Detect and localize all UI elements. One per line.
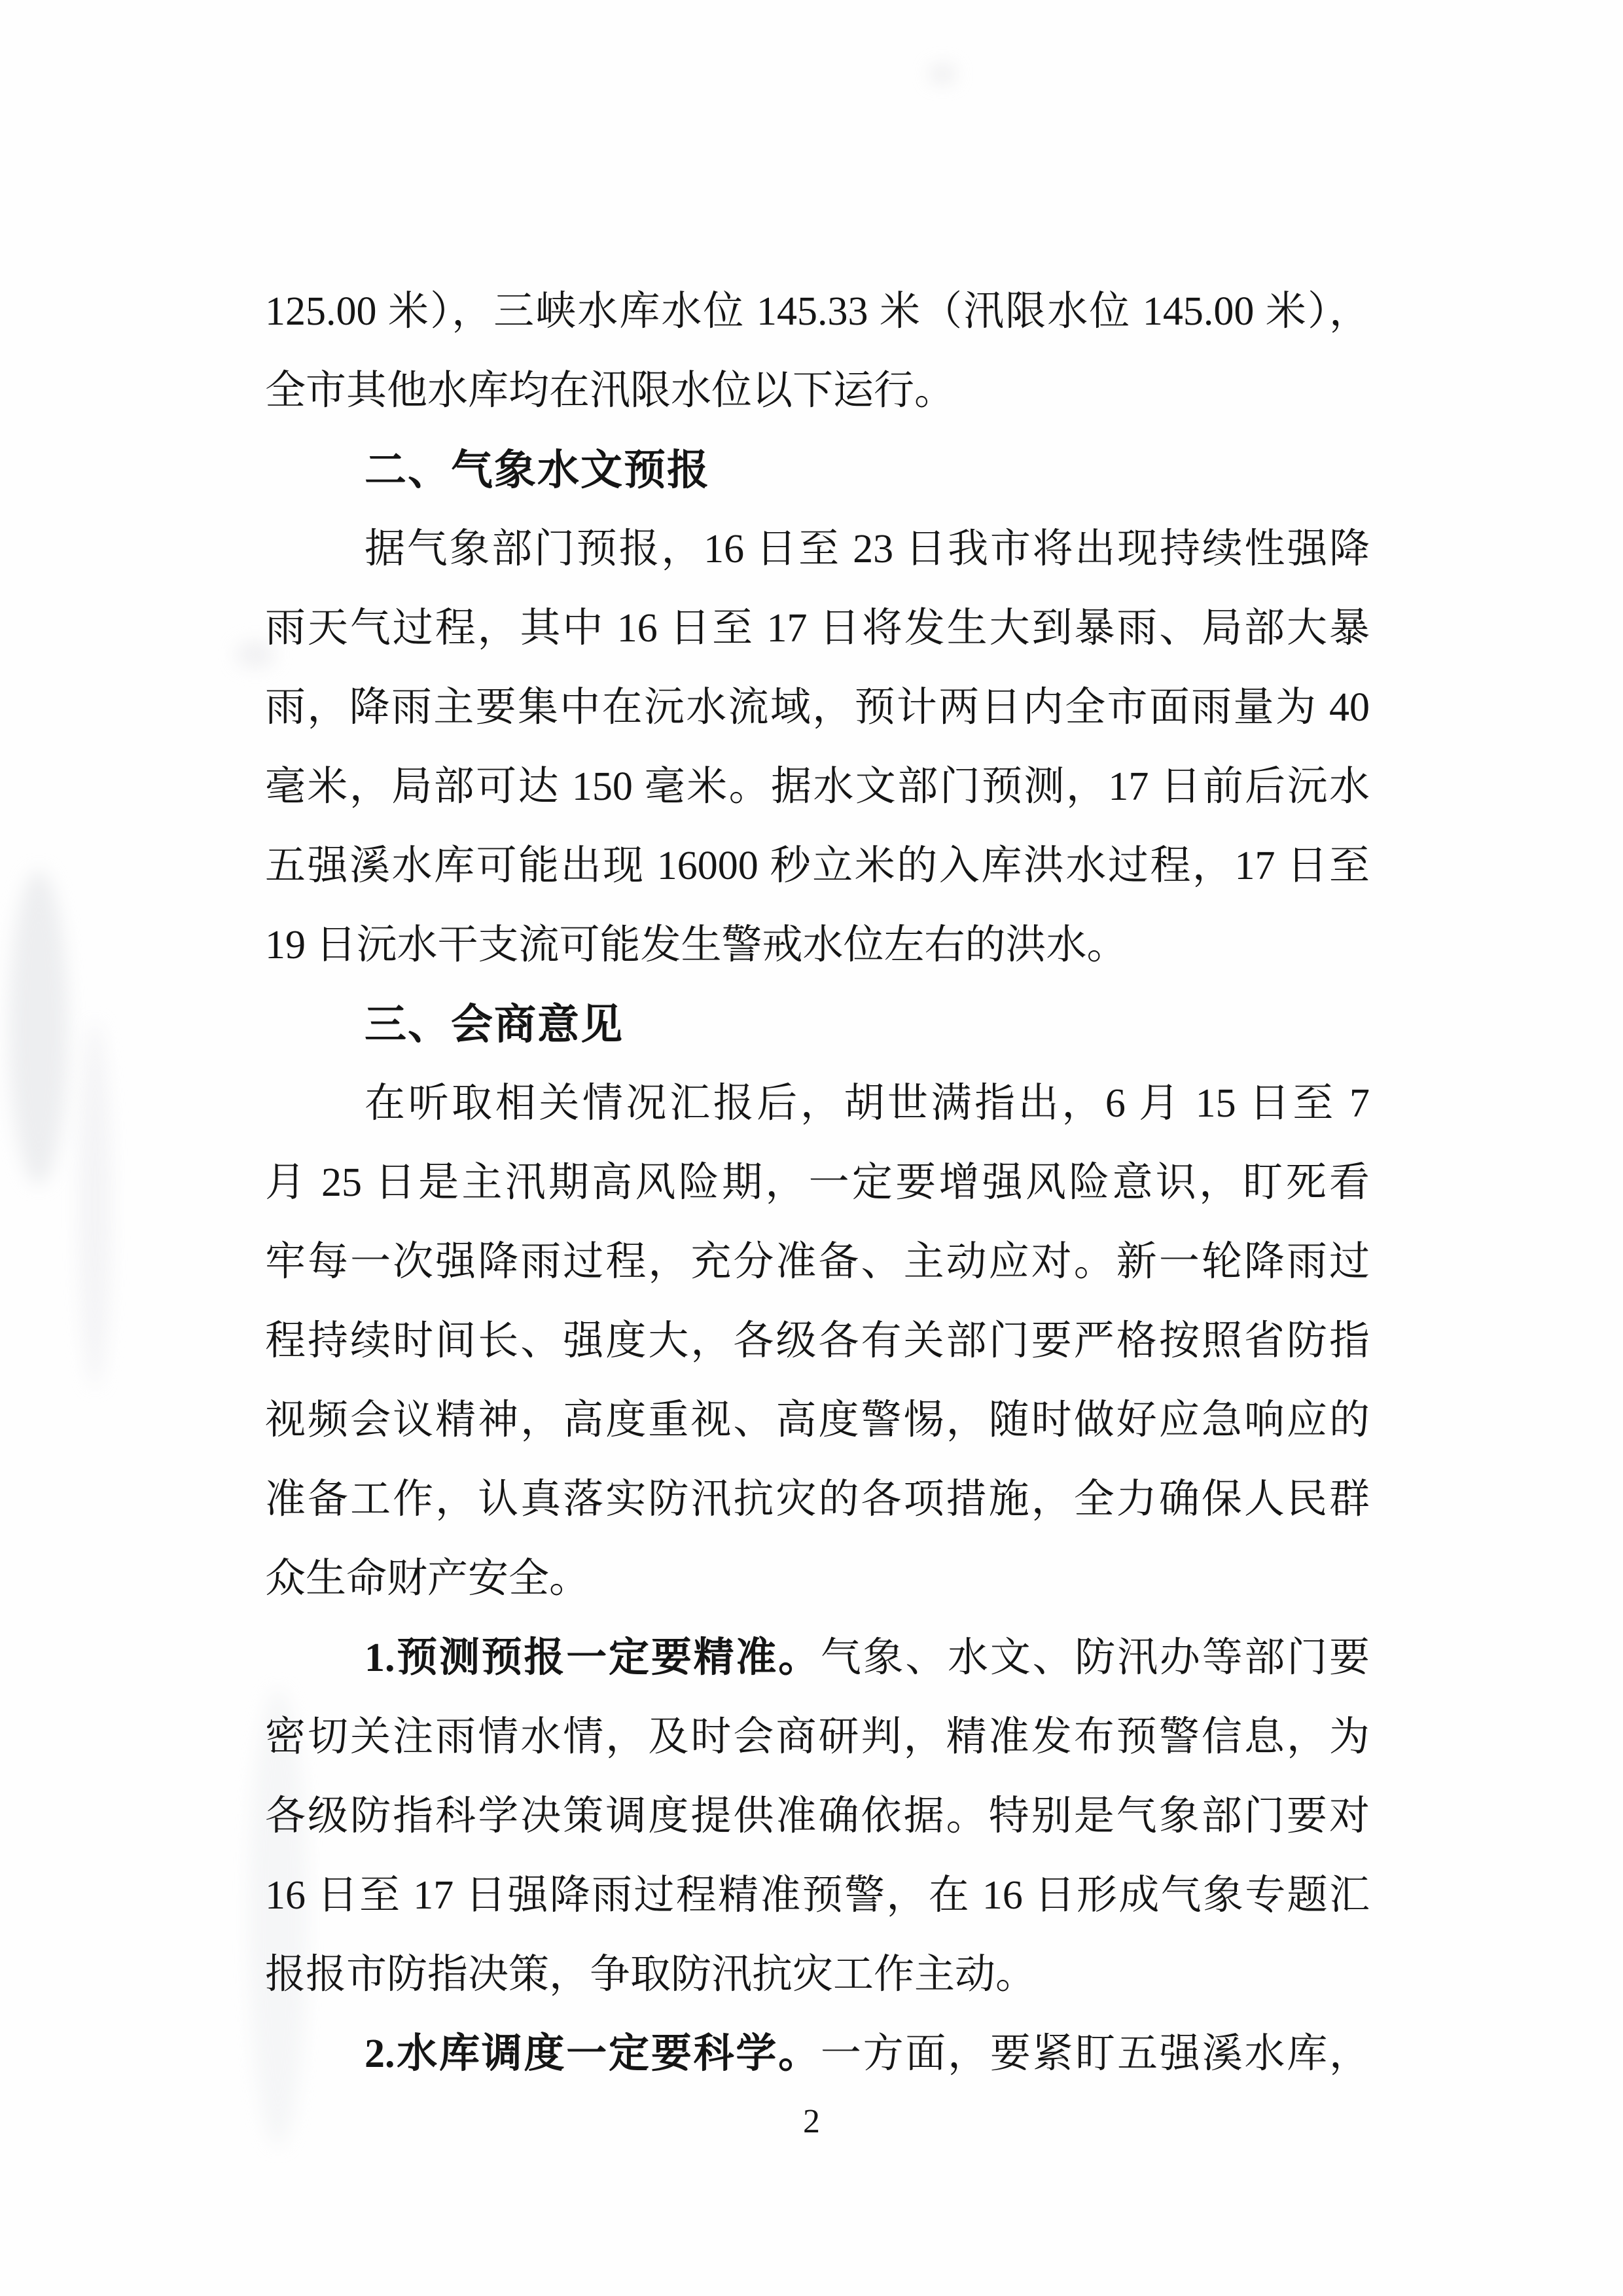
text-line: 五强溪水库可能出现 16000 秒立米的入库洪水过程，17 日至	[265, 844, 1370, 888]
text-line: 毫米，局部可达 150 毫米。据水文部门预测，17 日前后沅水	[265, 764, 1370, 809]
text-line: 125.00 米），三峡水库水位 145.33 米（汛限水位 145.00 米），	[265, 289, 1370, 334]
text-line: 众生命财产安全。	[265, 1556, 590, 1601]
text-line: 雨天气过程，其中 16 日至 17 日将发生大到暴雨、局部大暴	[265, 606, 1370, 651]
scan-artifact	[79, 1021, 111, 1388]
text-line: 密切关注雨情水情，及时会商研判，精准发布预警信息，为	[265, 1715, 1370, 1759]
text-line: 19 日沅水干支流可能发生警戒水位左右的洪水。	[265, 923, 1128, 967]
numbered-item-2-lead: 2.水库调度一定要科学。	[365, 2032, 821, 2076]
text-block	[265, 272, 1370, 2094]
scan-artifact	[9, 870, 68, 1185]
text-line: 在听取相关情况汇报后，胡世满指出，6 月 15 日至 7	[365, 1081, 1370, 1126]
text-line: 全市其他水库均在汛限水位以下运行。	[265, 368, 955, 413]
scan-artifact	[929, 65, 955, 82]
text-line: 16 日至 17 日强降雨过程精准预警，在 16 日形成气象专题汇	[265, 1873, 1370, 1918]
section-heading-weather-hydrology: 二、气象水文预报	[365, 446, 710, 493]
text-line: 牢每一次强降雨过程，充分准备、主动应对。新一轮降雨过	[265, 1240, 1370, 1284]
text-line: 报报市防指决策，争取防汛抗灾工作主动。	[265, 1952, 1037, 1997]
numbered-item-2-rest: 一方面，要紧盯五强溪水库，	[820, 2032, 1370, 2076]
text-line: 程持续时间长、强度大，各级各有关部门要严格按照省防指	[265, 1319, 1370, 1363]
section-heading-consultation-opinions: 三、会商意见	[365, 1001, 624, 1048]
text-line: 各级防指科学决策调度提供准确依据。特别是气象部门要对	[265, 1794, 1370, 1839]
text-line: 准备工作，认真落实防汛抗灾的各项措施，全力确保人民群	[265, 1477, 1370, 1522]
text-line: 视频会议精神，高度重视、高度警惕，随时做好应急响应的	[265, 1398, 1370, 1443]
text-line: 雨，降雨主要集中在沅水流域，预计两日内全市面雨量为 40	[265, 685, 1370, 730]
numbered-item-1-line	[265, 1619, 1370, 1698]
numbered-item-1-lead: 1.预测预报一定要精准。	[365, 1636, 821, 1680]
text-line: 月 25 日是主汛期高风险期，一定要增强风险意识，盯死看	[265, 1160, 1370, 1205]
numbered-item-1-rest: 气象、水文、防汛办等部门要	[820, 1636, 1370, 1680]
text-line: 据气象部门预报，16 日至 23 日我市将出现持续性强降	[365, 527, 1370, 571]
numbered-item-2-line	[265, 2015, 1370, 2094]
page-number: 2	[803, 2103, 820, 2140]
